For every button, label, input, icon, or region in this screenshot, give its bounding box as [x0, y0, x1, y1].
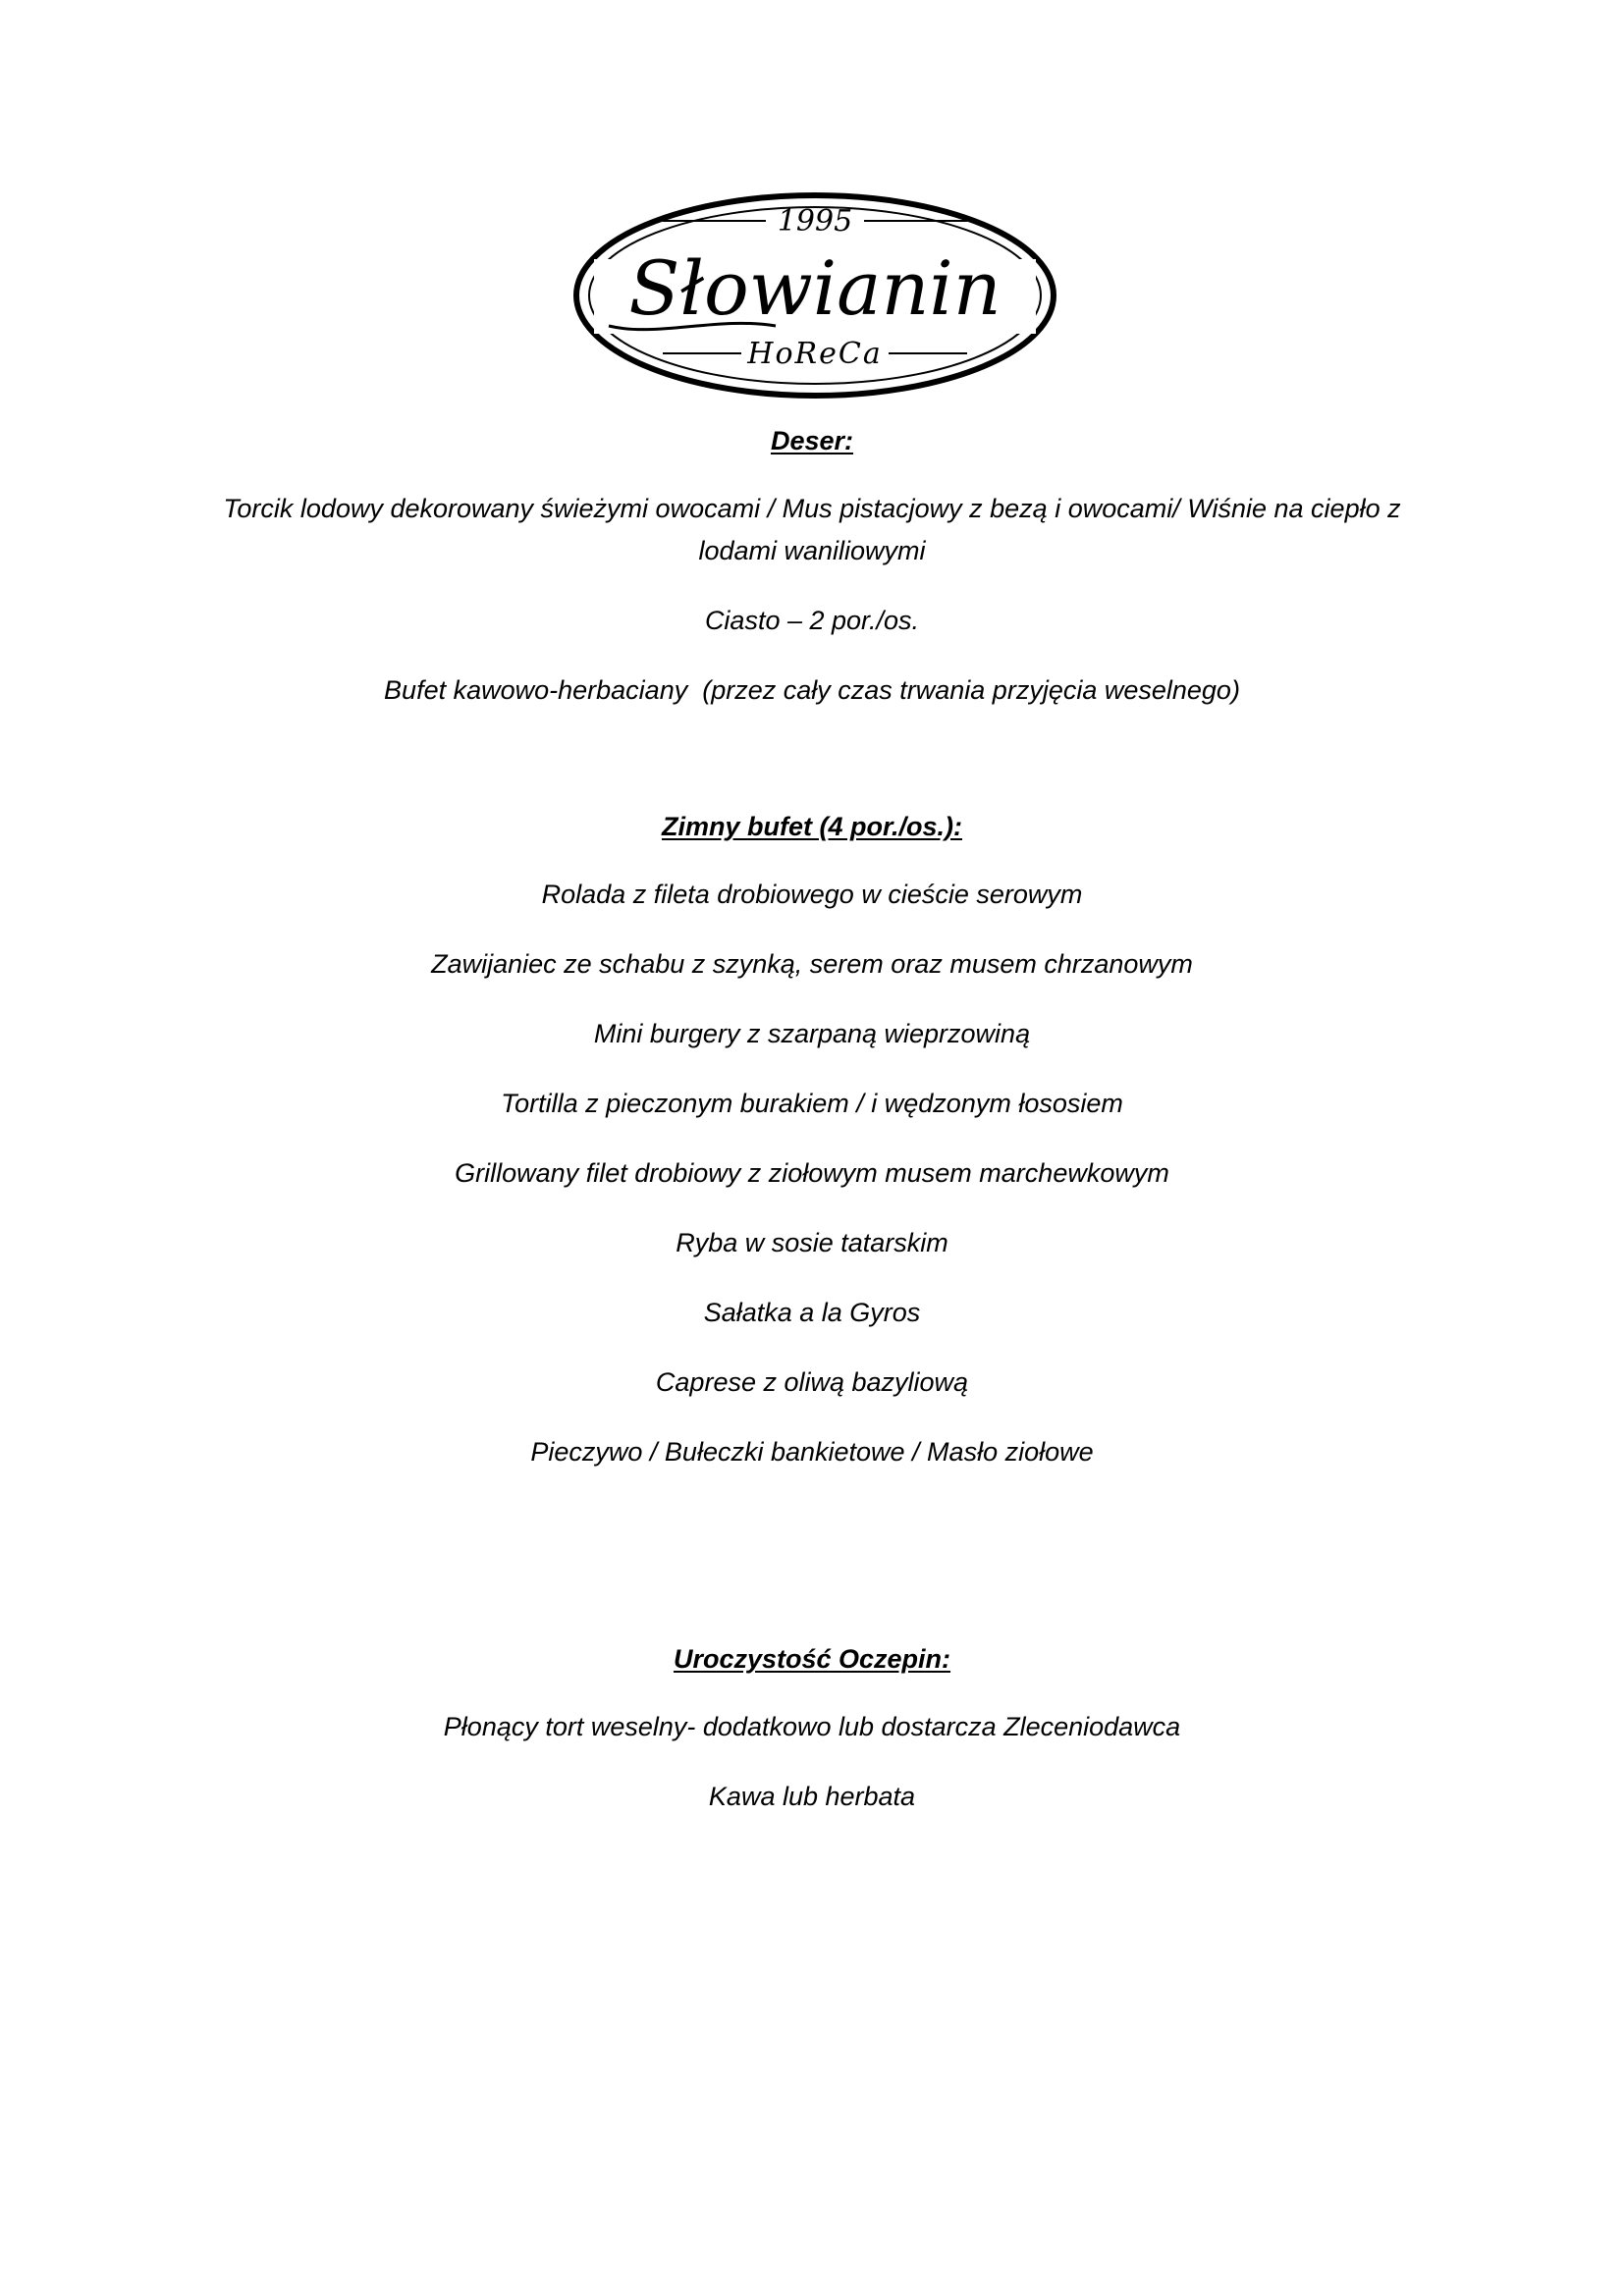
menu-item-text: Torcik lodowy dekorowany świeżymi owocami / Mus pistacjowy z bezą i owocami/ Wiśnie na ciepło z lodami waniliowymi	[223, 494, 1401, 565]
logo-year: 1995	[777, 204, 853, 239]
menu-content	[157, 420, 1467, 1818]
menu-item: Kawa lub herbata	[708, 1782, 916, 1811]
menu-item: Tortilla z pieczonym burakiem / i wędzonym łososiem	[501, 1089, 1123, 1118]
menu-item: Płonący tort weselny- dodatkowo lub dostarcza Zleceniodawca	[443, 1712, 1181, 1741]
logo-name: Słowianin	[628, 244, 1001, 332]
menu-item: Ryba w sosie tatarskim	[676, 1228, 948, 1257]
menu-item: Ciasto – 2 por./os.	[704, 606, 920, 635]
menu-item: Caprese z oliwą bazyliową	[655, 1367, 969, 1397]
logo-emblem	[569, 188, 1060, 402]
menu-item: Rolada z fileta drobiowego w cieście serowym	[541, 880, 1083, 909]
menu-item	[184, 488, 1440, 572]
section-heading-deser: Deser:	[770, 426, 854, 455]
section-heading-zimny-bufet: Zimny bufet (4 por./os.):	[661, 812, 962, 841]
menu-item: Bufet kawowo-herbaciany (przez cały czas trwania przyjęcia weselnego)	[384, 675, 1240, 705]
menu-item: Mini burgery z szarpaną wieprzowiną	[593, 1019, 1031, 1048]
menu-item: Sałatka a la Gyros	[703, 1298, 921, 1327]
menu-item: Pieczywo / Bułeczki bankietowe / Masło ziołowe	[530, 1437, 1094, 1467]
logo-tagline: HoReCa	[747, 337, 883, 371]
section-heading-oczepiny: Uroczystość Oczepin:	[673, 1644, 951, 1674]
logo	[569, 188, 1060, 402]
menu-item: Zawijaniec ze schabu z szynką, serem oraz musem chrzanowym	[431, 949, 1193, 979]
menu-item: Grillowany filet drobiowy z ziołowym musem marchewkowym	[455, 1158, 1169, 1188]
